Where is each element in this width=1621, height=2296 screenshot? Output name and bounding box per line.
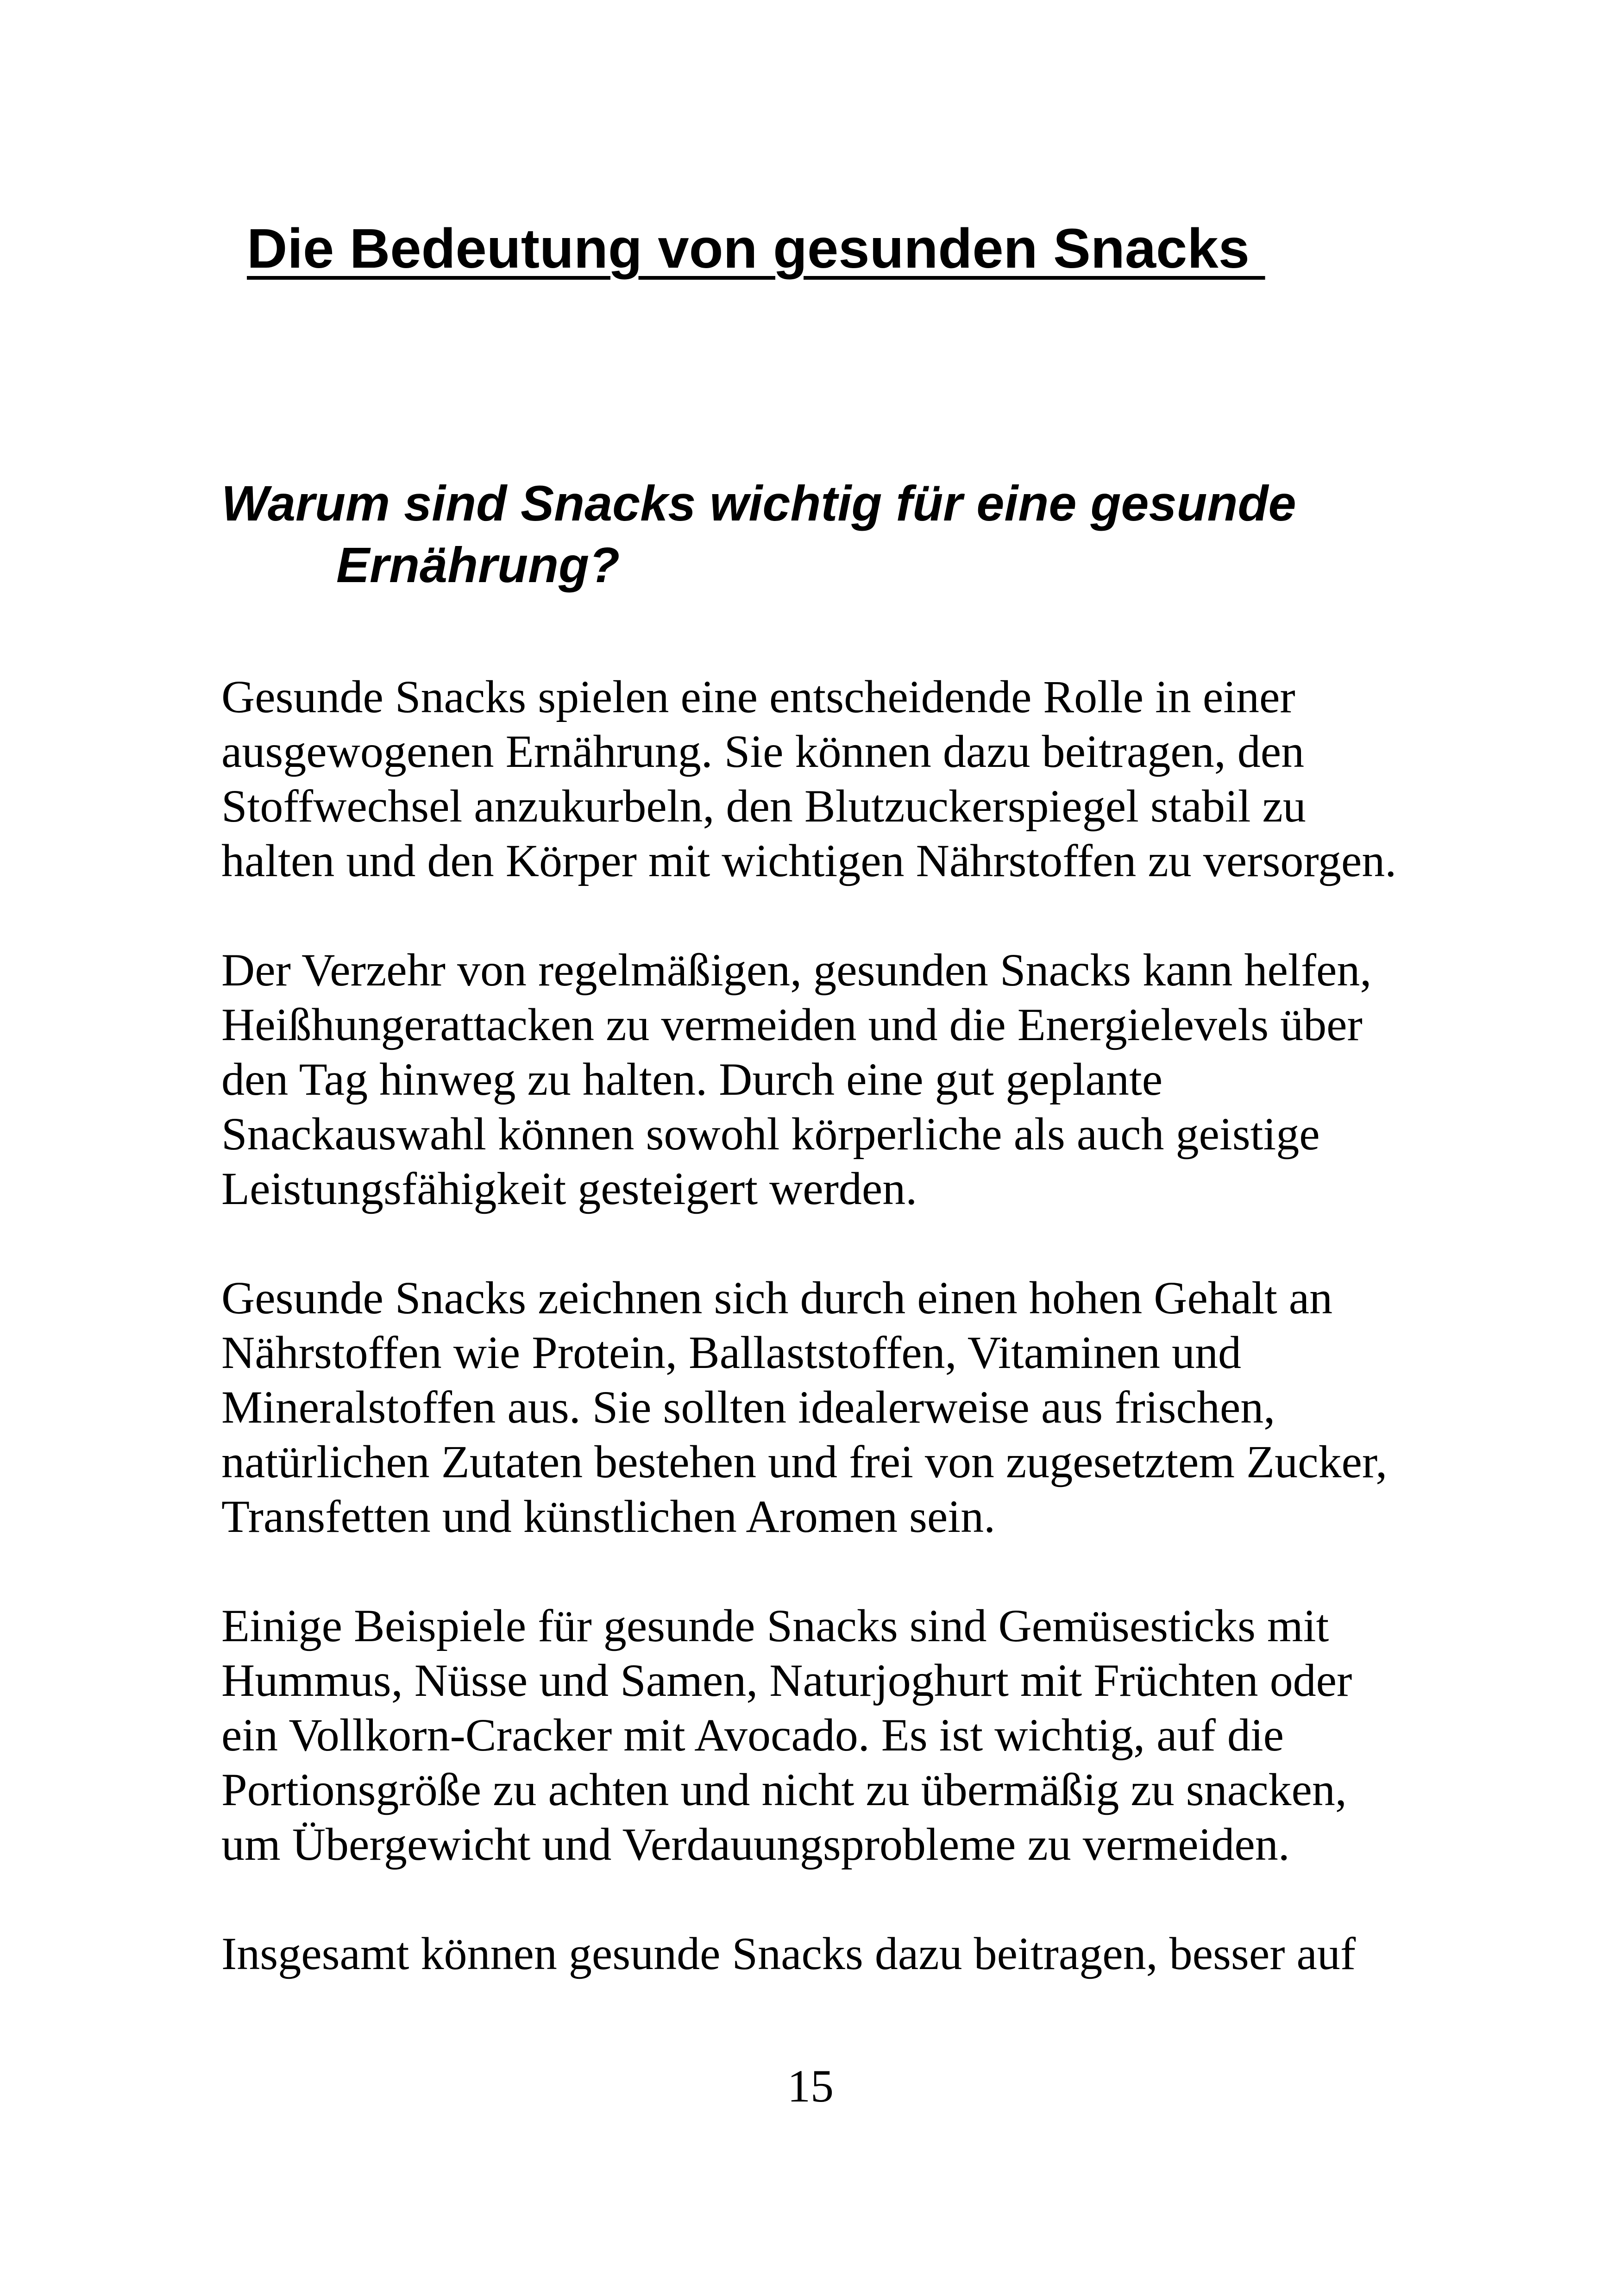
- page-number: 15: [787, 2060, 834, 2112]
- paragraph-2: Der Verzehr von regelmäßigen, gesunden Snacks kann helfen, Heißhungerattacken zu vermeiden und die Energielevels über den Tag hinweg zu halten. Durch eine gut geplante Snackauswahl können sowohl körperliche als auch geistige Leistungsfähigkeit gesteigert werden.: [221, 944, 1372, 1214]
- paragraph-5: Insgesamt können gesunde Snacks dazu beitragen, besser auf: [221, 1928, 1356, 1979]
- section-heading: Warum sind Snacks wichtig für eine gesunde Ernährung?: [221, 475, 1296, 593]
- paragraph-1: Gesunde Snacks spielen eine entscheidende Rolle in einer ausgewogenen Ernährung. Sie können dazu beitragen, den Stoffwechsel anzukurbeln, den Blutzuckerspiegel stabil zu halten und den Körper mit wichtigen Nährstoffen zu versorgen.: [221, 671, 1397, 886]
- body-text: [221, 670, 1472, 2036]
- page-title: Die Bedeutung von gesunden Snacks: [247, 217, 1265, 280]
- paragraph-3: Gesunde Snacks zeichnen sich durch einen hohen Gehalt an Nährstoffen wie Protein, Ballaststoffen, Vitaminen und Mineralstoffen aus. Sie sollten idealerweise aus frischen, natürlichen Zutaten bestehen und frei von zugesetztem Zucker, Transfetten und künstlichen Aromen sein.: [221, 1272, 1388, 1542]
- paragraph-4: Einige Beispiele für gesunde Snacks sind Gemüsesticks mit Hummus, Nüsse und Samen, Naturjoghurt mit Früchten oder ein Vollkorn-Cracker mit Avocado. Es ist wichtig, auf die Portionsgröße zu achten und nicht zu übermäßig zu snacken, um Übergewicht und Verdauungsprobleme zu vermeiden.: [221, 1600, 1352, 1870]
